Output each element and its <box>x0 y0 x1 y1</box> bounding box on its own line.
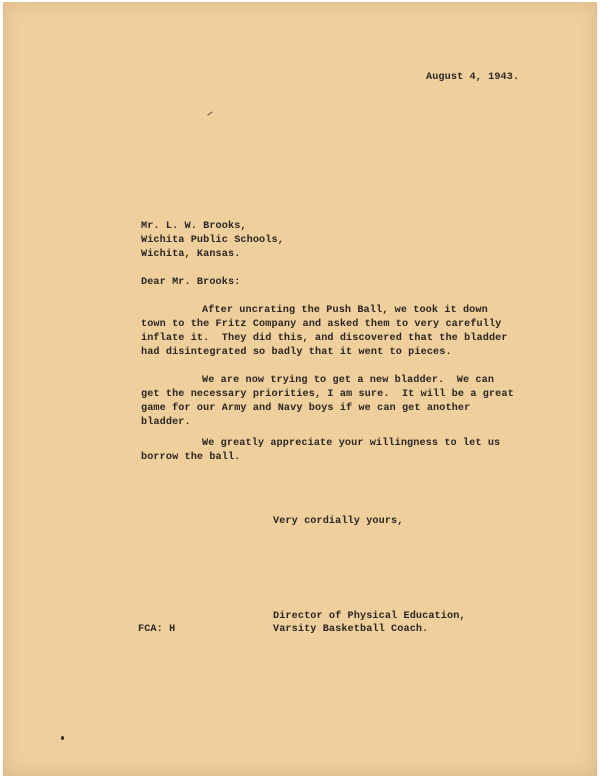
paper-mark <box>207 111 213 115</box>
closing: Very cordially yours, <box>273 516 404 527</box>
recipient-name: Mr. L. W. Brooks, <box>141 221 247 232</box>
signature-title-2: Varsity Basketball Coach. <box>273 624 429 635</box>
paragraph-3-line-1: We greatly appreciate your willingness to let us <box>202 438 501 449</box>
paragraph-2-line-2: get the necessary priorities, I am sure. It will be a great <box>141 389 514 400</box>
paragraph-2-line-4: bladder. <box>141 417 191 428</box>
signature-title-1: Director of Physical Education, <box>273 611 466 622</box>
letter-page <box>3 2 597 776</box>
typist-initials: FCA: H <box>138 624 176 635</box>
paragraph-1-line-1: After uncrating the Push Ball, we took it down <box>202 305 488 316</box>
recipient-organization: Wichita Public Schools, <box>141 235 284 246</box>
paragraph-1-line-2: town to the Fritz Company and asked them to very carefully <box>141 319 502 330</box>
paper-speck <box>61 736 64 740</box>
paragraph-2-line-3: game for our Army and Navy boys if we can get another <box>141 403 471 414</box>
recipient-city: Wichita, Kansas. <box>141 249 241 260</box>
paragraph-1-line-4: had disintegrated so badly that it went to pieces. <box>141 347 452 358</box>
paragraph-3-line-2: borrow the ball. <box>141 452 241 463</box>
paragraph-1-line-3: inflate it. They did this, and discovered that the bladder <box>141 333 508 344</box>
letter-date: August 4, 1943. <box>426 72 520 83</box>
paragraph-2-line-1: We are now trying to get a new bladder. We can <box>202 375 495 386</box>
salutation: Dear Mr. Brooks: <box>141 277 241 288</box>
